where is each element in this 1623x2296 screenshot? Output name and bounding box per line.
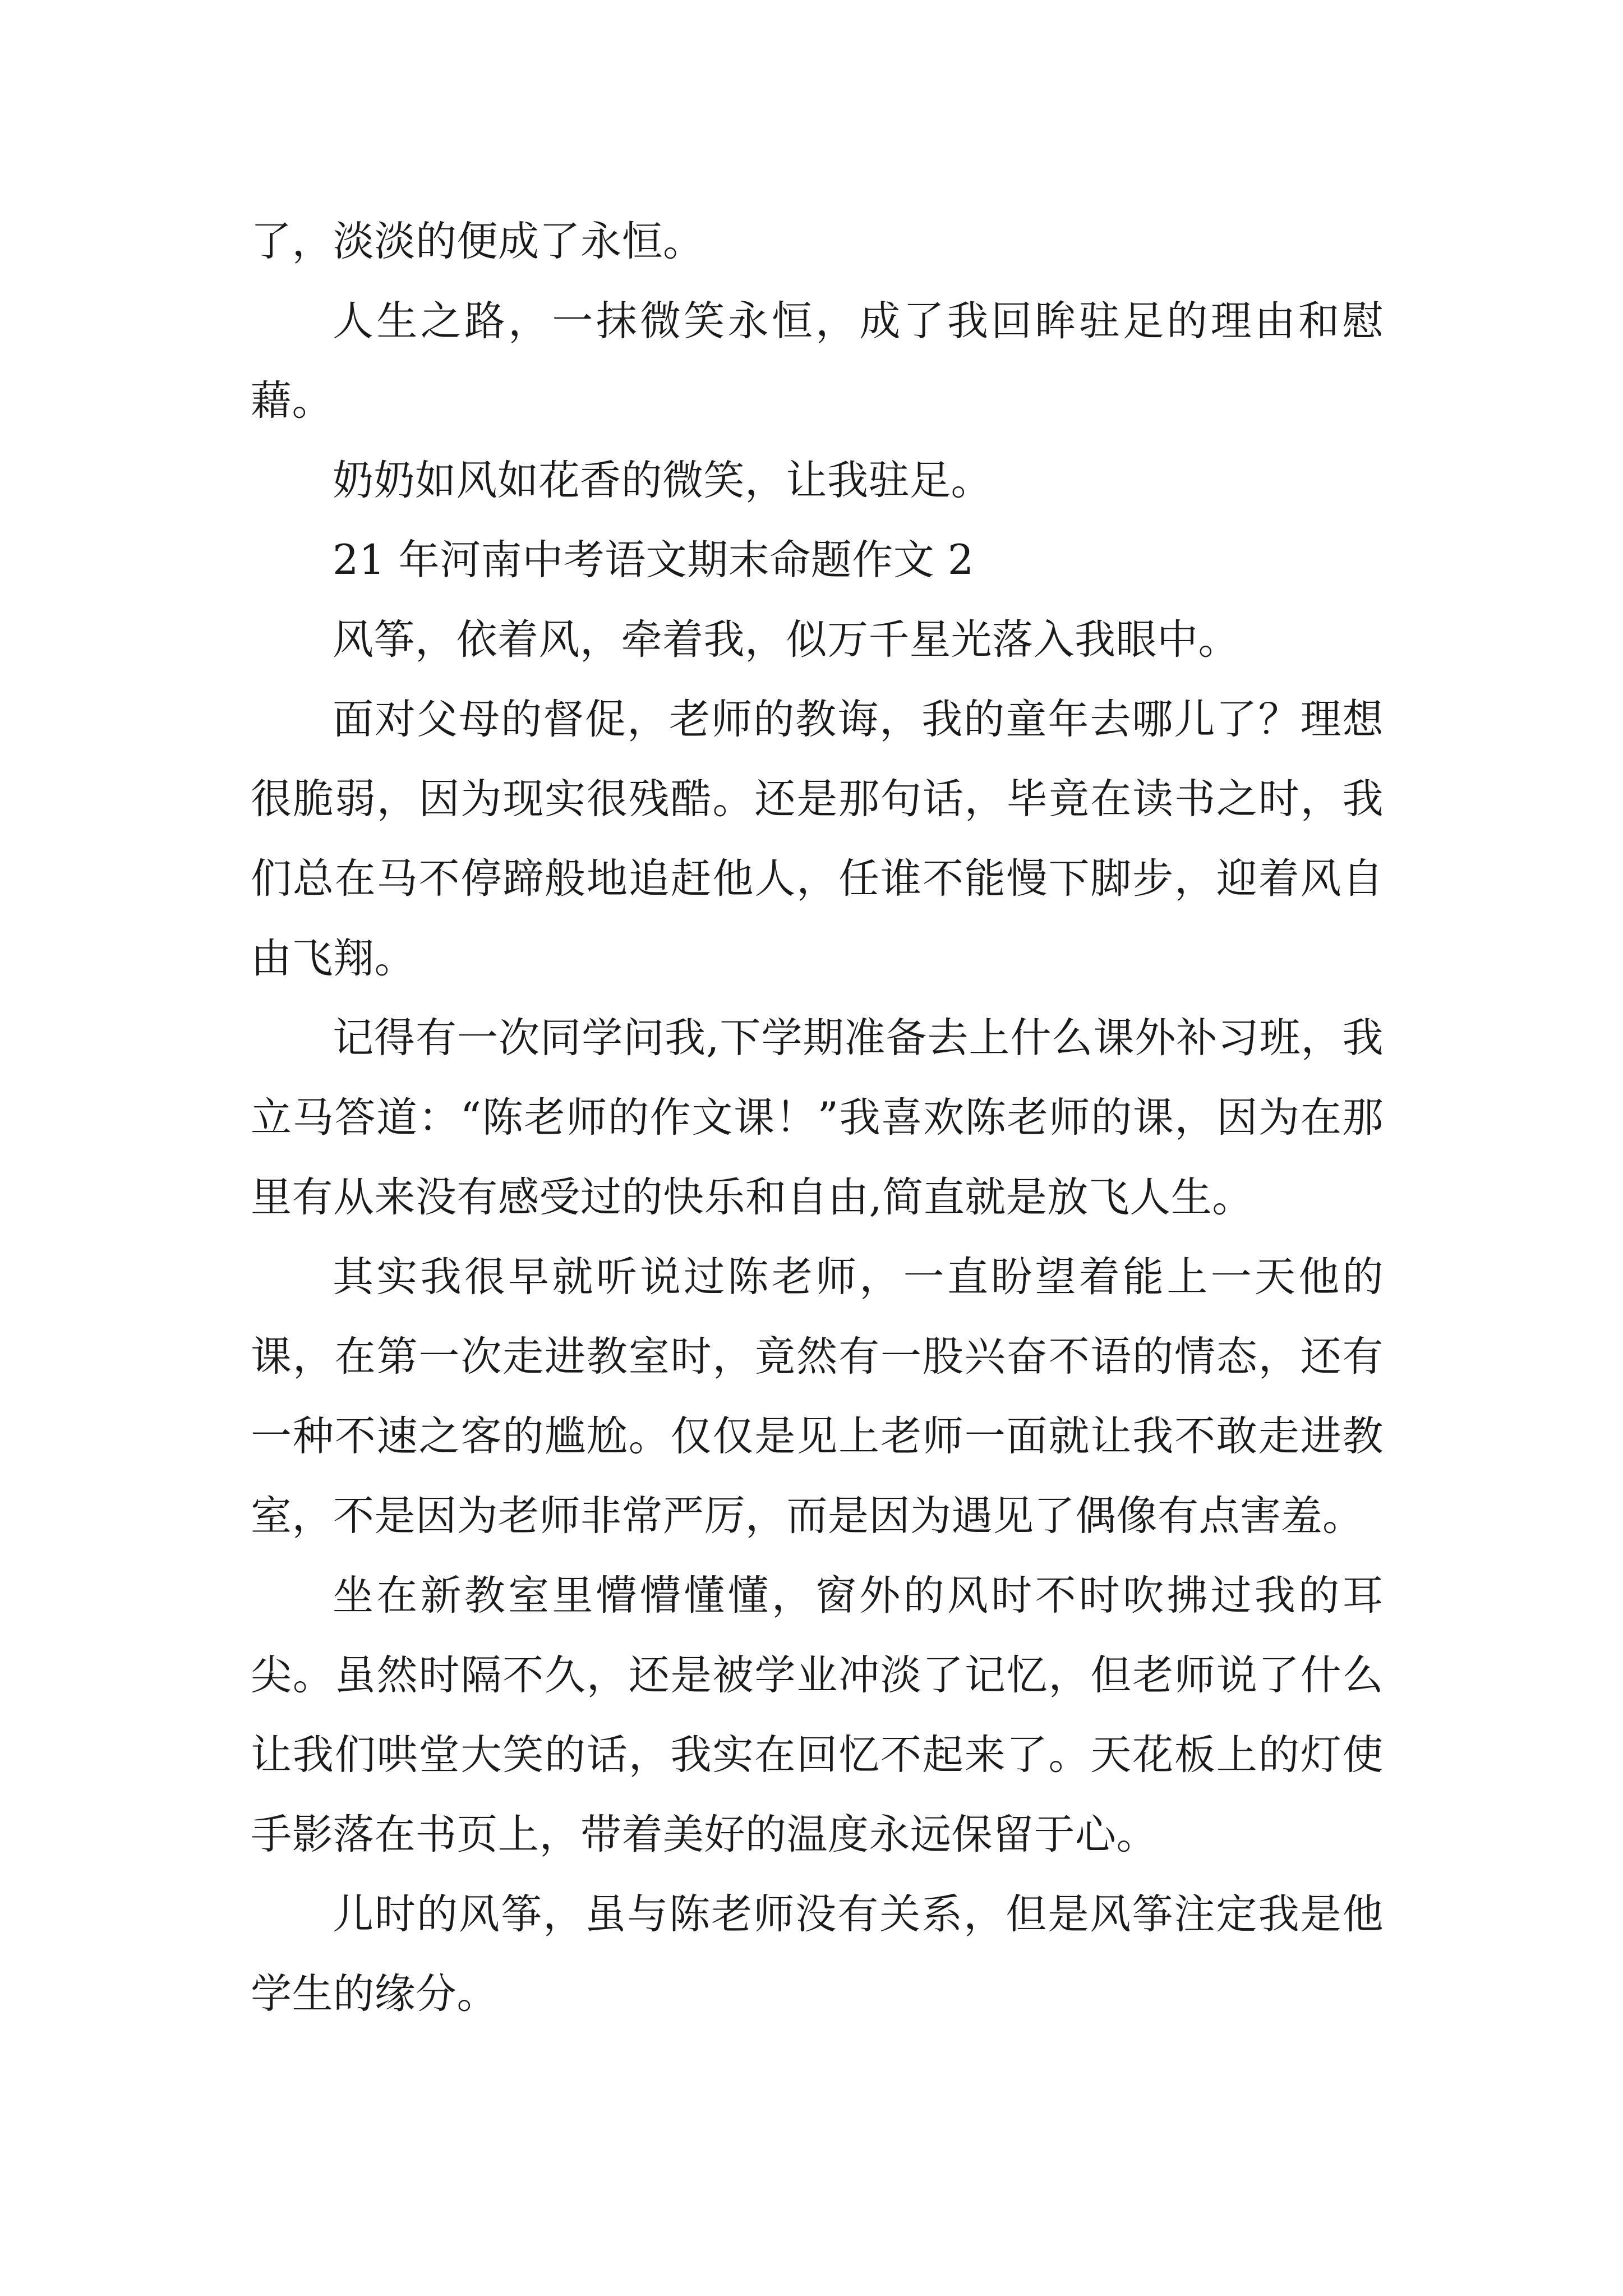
essay-title: 21 年河南中考语文期末命题作文 2 xyxy=(333,536,974,584)
paragraph: 面对父母的督促，老师的教诲，我的童年去哪儿了？理想很脆弱，因为现实很残酷。还是那句话，毕竟在读书之时，我们总在马不停蹄般地追赶他人，任谁不能慢下脚步，迎着风自由飞翔。 xyxy=(251,696,1384,982)
paragraph: 人生之路，一抹微笑永恒，成了我回眸驻足的理由和慰藉。 xyxy=(251,297,1384,425)
paragraph: 了，淡淡的便成了永恒。 xyxy=(251,218,704,265)
paragraph: 儿时的风筝，虽与陈老师没有关系，但是风筝注定我是他学生的缘分。 xyxy=(251,1890,1384,2018)
paragraph: 坐在新教室里懵懵懂懂，窗外的风时不时吹拂过我的耳尖。虽然时隔不久，还是被学业冲淡了记忆，但老师说了什么让我们哄堂大笑的话，我实在回忆不起来了。天花板上的灯使手影落在书页上，带着美好的温度永远保留于心。 xyxy=(251,1572,1384,1858)
paragraph: 记得有一次同学问我,下学期准备去上什么课外补习班，我立马答道：“陈老师的作文课！”我喜欢陈老师的课，因为在那里有从来没有感受过的快乐和自由,简直就是放飞人生。 xyxy=(251,1014,1384,1221)
essay-body xyxy=(251,202,1384,2034)
paragraph: 其实我很早就听说过陈老师，一直盼望着能上一天他的课，在第一次走进教室时，竟然有一股兴奋不语的情态，还有一种不速之客的尴尬。仅仅是见上老师一面就让我不敢走进教室，不是因为老师非常严厉，而是因为遇见了偶像有点害羞。 xyxy=(251,1253,1384,1540)
paragraph: 奶奶如风如花香的微笑，让我驻足。 xyxy=(333,457,992,504)
paragraph: 风筝，依着风，牵着我，似万千星光落入我眼中。 xyxy=(333,616,1239,664)
